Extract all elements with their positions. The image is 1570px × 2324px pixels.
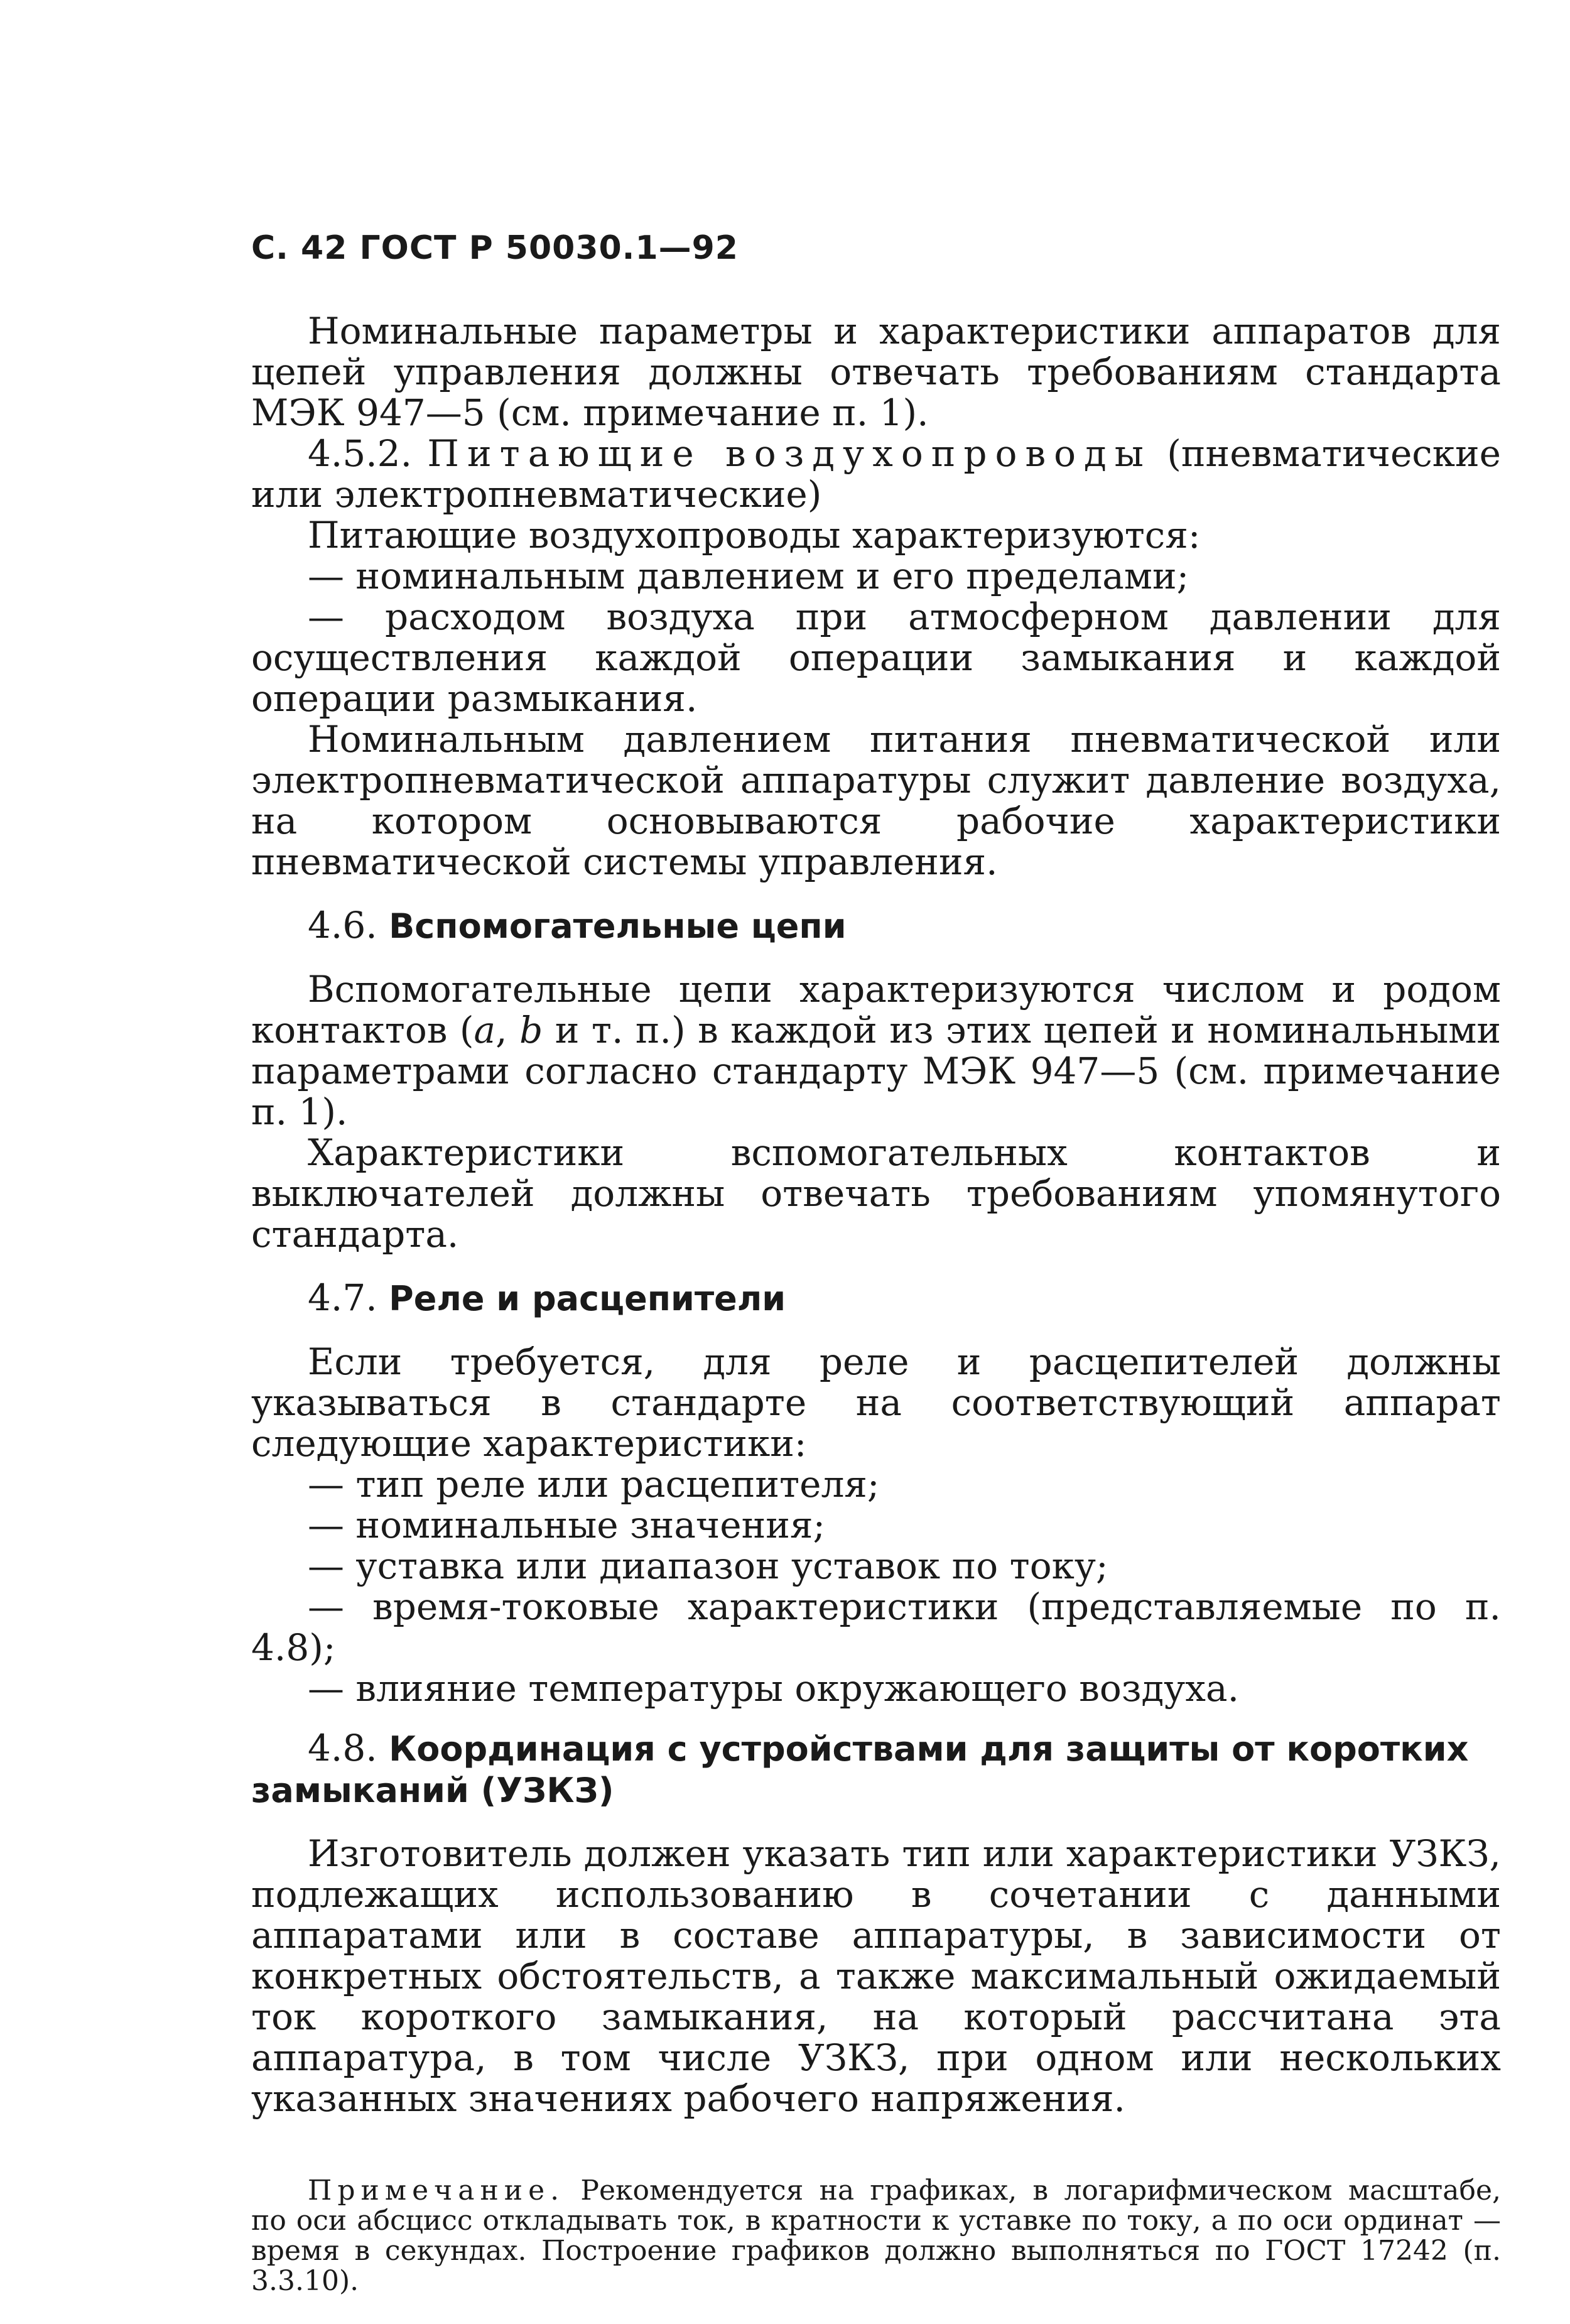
- note: [251, 2176, 1501, 2296]
- section-4-7-heading: [251, 1278, 1501, 1319]
- note-text: Рекомендуется на графиках, в логарифмическом масштабе, по оси абсцисс откладывать ток, в кратности к уставке по току, а по оси ординат — время в секундах. Построение графиков должно выполняться по ГОСТ 17242 (п. 3.3.10).: [251, 2175, 1501, 2297]
- paragraph-control-circuits: Номинальные параметры и характеристики аппаратов для цепей управления должны отвечать требованиям стандарта МЭК 947—5 (см. примечание п. 1).: [251, 310, 1501, 434]
- section-number: 4.5.2.: [308, 432, 413, 475]
- paragraph-nominal-pressure: Номинальным давлением питания пневматической или электропневматической аппаратуры служит давление воздуха, на котором основываются рабочие характеристики пневматической системы управления.: [251, 718, 1501, 883]
- section-number: 4.7.: [308, 1276, 377, 1319]
- list-item: — номинальным давлением и его пределами;: [308, 555, 1189, 597]
- note-label: Примечание.: [308, 2175, 565, 2207]
- text-fragment: ,: [495, 1009, 520, 1051]
- paragraph-coordination: Изготовитель должен указать тип или характеристики УЗКЗ, подлежащих использованию в сочетании с данными аппаратами или в составе аппаратуры, в зависимости от конкретных обстоятельств, а также максимальный ожидаемый ток короткого замыкания, на который рассчитана эта аппаратура, в том числе УЗКЗ, при одном или нескольких указанных значениях рабочего напряжения.: [251, 1832, 1501, 2120]
- section-4-5-2-heading: [251, 433, 1501, 515]
- contact-letter-a: a: [474, 1009, 496, 1051]
- section-number: 4.8.: [308, 1727, 377, 1769]
- list-item: — расходом воздуха при атмосферном давлении для осуществления каждой операции замыкания и каждой операции размыкания.: [251, 595, 1501, 720]
- paragraph-relays: Если требуется, для реле и расцепителей должны указываться в стандарте на соответствующий аппарат следующие характеристики:: [251, 1340, 1501, 1465]
- text-fragment: Вспомогательные цепи характеризуются числом и родом контактов (: [251, 968, 1501, 1051]
- document-page: [251, 229, 1501, 2324]
- list-item: — влияние температуры окружающего воздуха.: [308, 1667, 1240, 1710]
- text-fragment: и т. п.) в каждой из этих цепей и номинальными параметрами согласно стандарту МЭК 947—5 (см. примечание п. 1).: [251, 1009, 1502, 1133]
- page-header: С. 42 ГОСТ Р 50030.1—92: [251, 229, 739, 267]
- section-number: 4.6.: [308, 904, 377, 947]
- document-body: [251, 311, 1501, 2296]
- paragraph-auxiliary-circuits: [251, 969, 1501, 1132]
- list-item: — время-токовые характеристики (представляемые по п. 4.8);: [251, 1585, 1501, 1669]
- list-item: — уставка или диапазон уставок по току;: [308, 1545, 1108, 1587]
- section-title: Реле и расцепители: [389, 1279, 786, 1318]
- paragraph-auxiliary-contacts: Характеристики вспомогательных контактов и выключателей должны отвечать требованиям упомянутого стандарта.: [251, 1131, 1501, 1256]
- section-title: Координация с устройствами для защиты от коротких замыканий (УЗКЗ): [251, 1729, 1469, 1810]
- contact-letter-b: b: [519, 1009, 543, 1051]
- paragraph-air-supply-intro: Питающие воздухопроводы характеризуются:: [308, 514, 1201, 557]
- list-item: — номинальные значения;: [308, 1504, 826, 1546]
- section-4-6-heading: [251, 905, 1501, 947]
- section-title-tail: (пневматические или электропневматические): [251, 432, 1502, 516]
- section-title: Питающие воздухопроводы: [427, 432, 1152, 475]
- section-4-8-heading: [251, 1728, 1501, 1811]
- list-item: — тип реле или расцепителя;: [308, 1463, 880, 1506]
- section-title: Вспомогательные цепи: [389, 906, 847, 946]
